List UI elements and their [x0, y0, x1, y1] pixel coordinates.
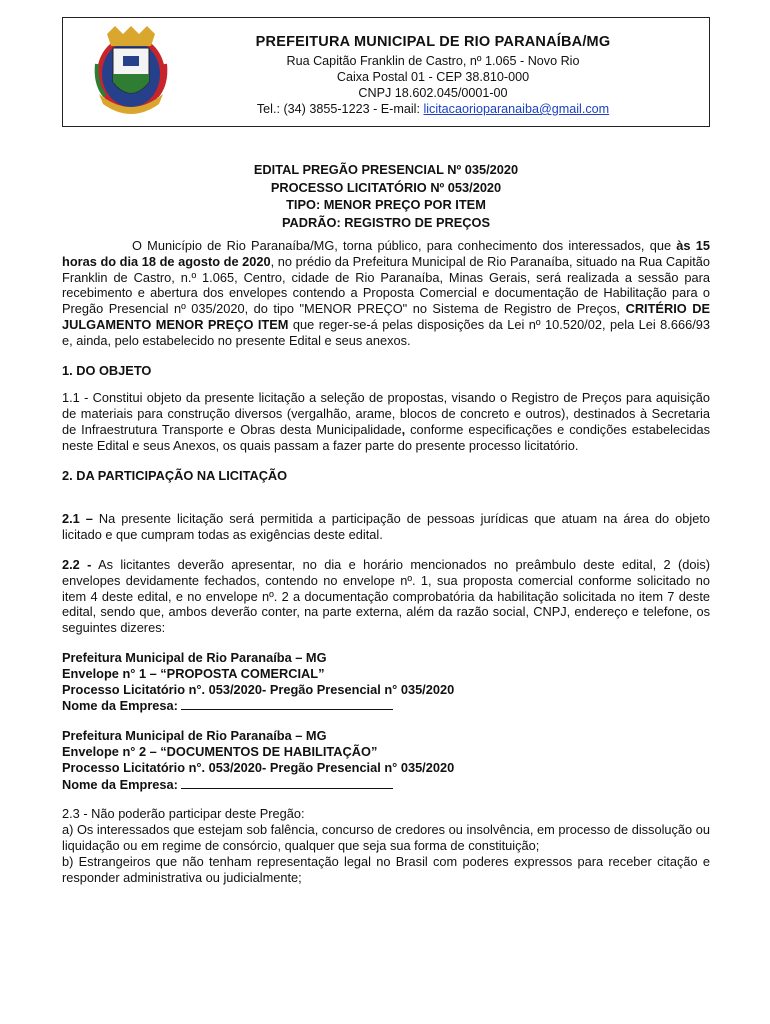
envelope-2-label: Prefeitura Municipal de Rio Paranaíba – MG Envelope n° 2 – “DOCUMENTOS DE HABILITAÇÃO” Processo Licitatório n°. 053/2020- Pregão Presencial n° 035/2020 Nome da Empresa: [62, 728, 455, 792]
objeto-paragraph: 1.1 - Constitui objeto da presente licitação a seleção de propostas, visando o Registro de Preços para aquisição de materiais para construção diversos (vergalhão, arame, blocos de concreto e outros), destinados à Secretaria de Infraestrutura Transporte e Obras desta Municipalidade, conforme especificações e condições estabelecidas neste Edital e seus Anexos, os quais passam a fazer parte do presente processo licitatório. [62, 390, 710, 453]
clause-2-3-b: b) Estrangeiros que não tenham representação legal no Brasil com poderes expressos para receber citação e responder administrativa ou judicialmente; [62, 853, 710, 885]
header-title: PREFEITURA MUNICIPAL DE RIO PARANAÍBA/MG [255, 34, 611, 50]
company-name-blank [181, 776, 393, 789]
section-heading-objeto: 1. DO OBJETO [62, 362, 152, 378]
clause-2-1: 2.1 – Na presente licitação será permitida a participação de pessoas jurídicas que atuam na área do objeto licitado e que cumpram todas as exigências deste edital. [62, 511, 710, 543]
header-contact [233, 101, 633, 117]
clause-2-3: 2.3 - Não poderão participar deste Pregão: [62, 806, 305, 822]
type-title: TIPO: MENOR PREÇO POR ITEM [286, 197, 486, 212]
edital-title: EDITAL PREGÃO PRESENCIAL Nº 035/2020 [253, 162, 519, 177]
letterhead [62, 17, 710, 127]
header-address: Rua Capitão Franklin de Castro, nº 1.065 - Novo Rio [286, 54, 580, 68]
standard-title: PADRÃO: REGISTRO DE PREÇOS [281, 214, 491, 230]
municipal-crest-icon [93, 24, 169, 120]
company-name-blank [181, 697, 393, 710]
intro-paragraph: O Município de Rio Paranaíba/MG, torna público, para conhecimento dos interessados, que às 15 horas do dia 18 de agosto de 2020, no prédio da Prefeitura Municipal de Rio Paranaíba, situado na Rua Capitão Franklin de Castro, n.º 1.065, Centro, cidade de Rio Paranaíba, Minas Gerais, será realizada a sessão para recebimento e abertura dos envelopes contendo a Proposta Comercial e documentação de Habilitação para o Pregão Presencial nº 035/2020, do tipo "MENOR PREÇO" no Sistema de Registro de Preços, CRITÉRIO DE JULGAMENTO MENOR PREÇO ITEM que reger-se-á pelas disposições da Lei nº 10.520/02, pela Lei 8.666/93 e, ainda, pelo estabelecido no presente Edital e seus anexos. [62, 238, 710, 348]
edital-titles [62, 161, 710, 231]
header-cnpj: CNPJ 18.602.045/0001-00 [358, 86, 508, 100]
envelope-1-label: Prefeitura Municipal de Rio Paranaíba – MG Envelope n° 1 – “PROPOSTA COMERCIAL” Processo Licitatório n°. 053/2020- Pregão Presencial n° 035/2020 Nome da Empresa: [62, 649, 455, 714]
document-body [62, 238, 710, 885]
clause-2-3-a: a) Os interessados que estejam sob falência, concurso de credores ou insolvência, em processo de dissolução ou liquidação ou em regime de consórcio, qualquer que seja sua forma de constituição; [62, 822, 710, 853]
header-phone: Tel.: (34) 3855-1223 - E-mail: [256, 102, 424, 116]
process-title: PROCESSO LICITATÓRIO Nº 053/2020 [270, 179, 502, 195]
section-heading-participacao: 2. DA PARTICIPAÇÃO NA LICITAÇÃO [62, 467, 288, 483]
clause-2-2: 2.2 - As licitantes deverão apresentar, no dia e horário mencionados no preâmbulo deste edital, 2 (dois) envelopes devidamente fechados, contendo no envelope nº. 1, sua proposta comercial conforme solicitado no item 4 deste edital, e no envelope nº. 2 a documentação comprobatória da habilitação solicitada no item 7 deste edital, sendo que, ambos deverão conter, na parte externa, além da razão social, CNPJ, endereço e telefone, os seguintes dizeres: [62, 556, 710, 636]
header-postal: Caixa Postal 01 - CEP 38.810-000 [336, 70, 530, 84]
email-link[interactable]: licitacaorioparanaiba@gmail.com [423, 102, 610, 116]
